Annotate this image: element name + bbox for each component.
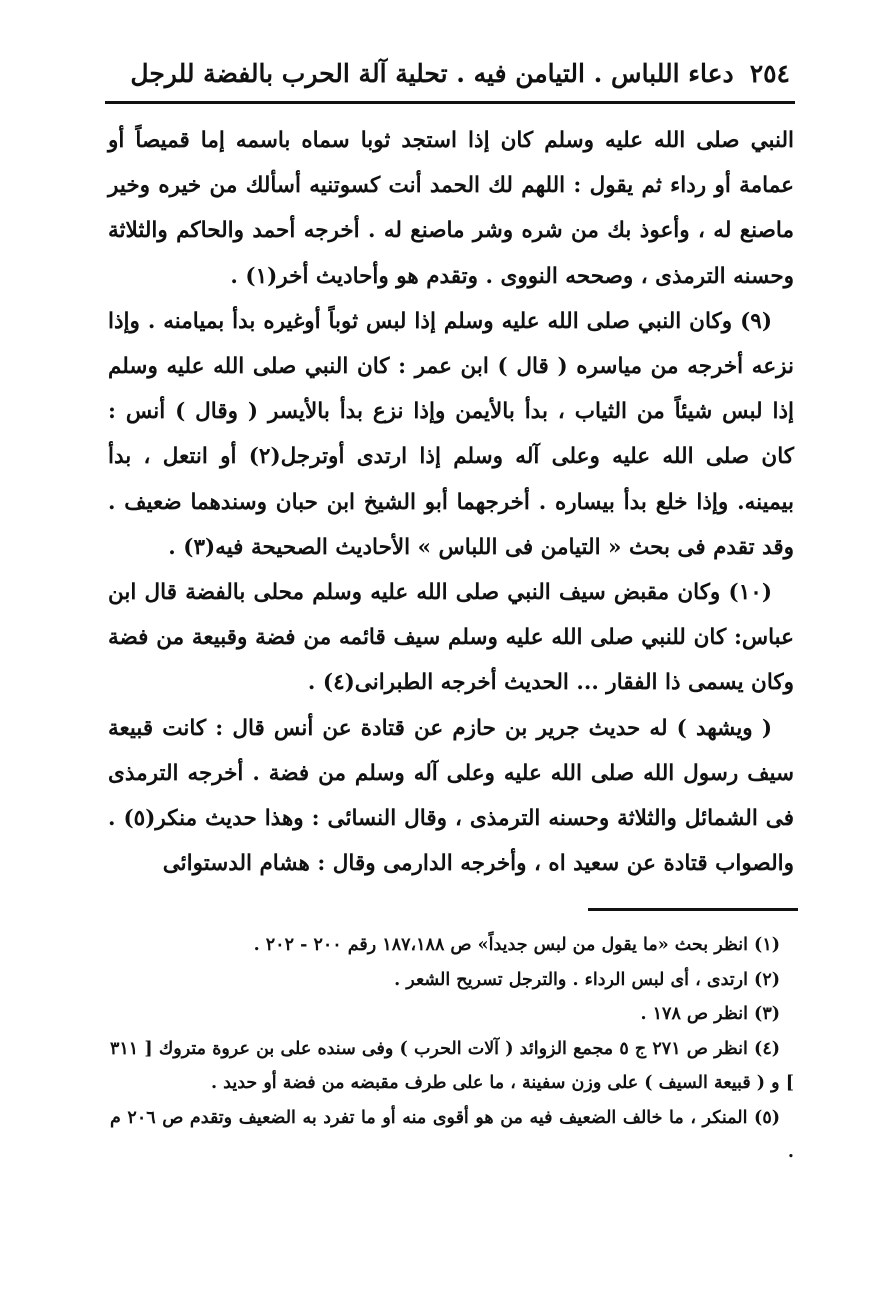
- footnote-separator: [588, 908, 798, 911]
- footnotes: [110, 928, 794, 1170]
- footnote: (٢) ارتدى ، أى لبس الرداء . والترجل تسريح الشعر .: [394, 969, 780, 990]
- paragraph: ( ويشهد ) له حديث جرير بن حازم عن قتادة عن أنس قال : كانت قبيعة سيف رسول الله صلى الله عليه وعلى آله وسلم من فضة . أخرجه الترمذى فى الشمائل والثلاثة وحسنه الترمذى ، وقال النسائى : وهذا حديث منكر(٥) . والصواب قتادة عن سعيد اه ، وأخرجه الدارمى وقال : هشام الدستوائى: [108, 715, 794, 877]
- page-header: [100, 52, 790, 94]
- main-text: [108, 118, 794, 886]
- header-rule: [105, 101, 795, 104]
- footnote: (١) انظر بحث «ما يقول من لبس جديداً» ص ١٨٧،١٨٨ رقم ٢٠٠ - ٢٠٢ .: [253, 935, 780, 955]
- paragraph: النبي صلى الله عليه وسلم كان إذا استجد ثوبا سماه باسمه إما قميصاً أو عمامة أو رداء ثم يقول : اللهم لك الحمد أنت كسوتنيه أسألك من خيره وخير ماصنع له ، وأعوذ بك من شره وشر ماصنع له . أخرجه أحمد والحاكم والثلاثة وحسنه الترمذى ، وصححه النووى . وتقدم هو وأحاديث أخر(١) .: [108, 128, 794, 289]
- running-title: دعاء اللباس . التيامن فيه . تحلية آلة الحرب بالفضة للرجل: [130, 58, 734, 88]
- footnote: (٣) انظر ص ١٧٨ .: [640, 1004, 780, 1024]
- page-number: ٢٥٤: [749, 58, 790, 88]
- paragraph: (١٠) وكان مقبض سيف النبي صلى الله عليه وسلم محلى بالفضة قال ابن عباس: كان للنبي صلى الله عليه وسلم سيف قائمه من فضة وقبيعة من فضة وكان يسمى ذا الفقار ... الحديث أخرجه الطبرانى(٤) .: [108, 580, 794, 696]
- footnote: (٥) المنكر ، ما خالف الضعيف فيه من هو أقوى منه أو ما تفرد به الضعيف وتقدم ص ٢٠٦ م .: [110, 1107, 794, 1162]
- paragraph: (٩) وكان النبي صلى الله عليه وسلم إذا لبس ثوباً أوغيره بدأ بميامنه . وإذا نزعه أخرجه من مياسره ( قال ) ابن عمر : كان النبي صلى الله عليه وسلم إذا لبس شيئاً من الثياب ، بدأ بالأيمن وإذا نزع بدأ بالأيسر ( وقال ) أنس : كان صلى الله عليه وعلى آله وسلم إذا ارتدى أوترجل(٢) أو انتعل ، بدأ بيمينه. وإذا خلع بدأ بيساره . أخرجهما أبو الشيخ ابن حبان وسندهما ضعيف . وقد تقدم فى بحث « التيامن فى اللباس » الأحاديث الصحيحة فيه(٣) .: [108, 308, 794, 560]
- footnote: (٤) انظر ص ٢٧١ ج ٥ مجمع الزوائد ( آلات الحرب ) وفى سنده على بن عروة متروك [ ٣١١ ] و ( قبيعة السيف ) على وزن سفينة ، ما على طرف مقبضه من فضة أو حديد .: [110, 1038, 794, 1093]
